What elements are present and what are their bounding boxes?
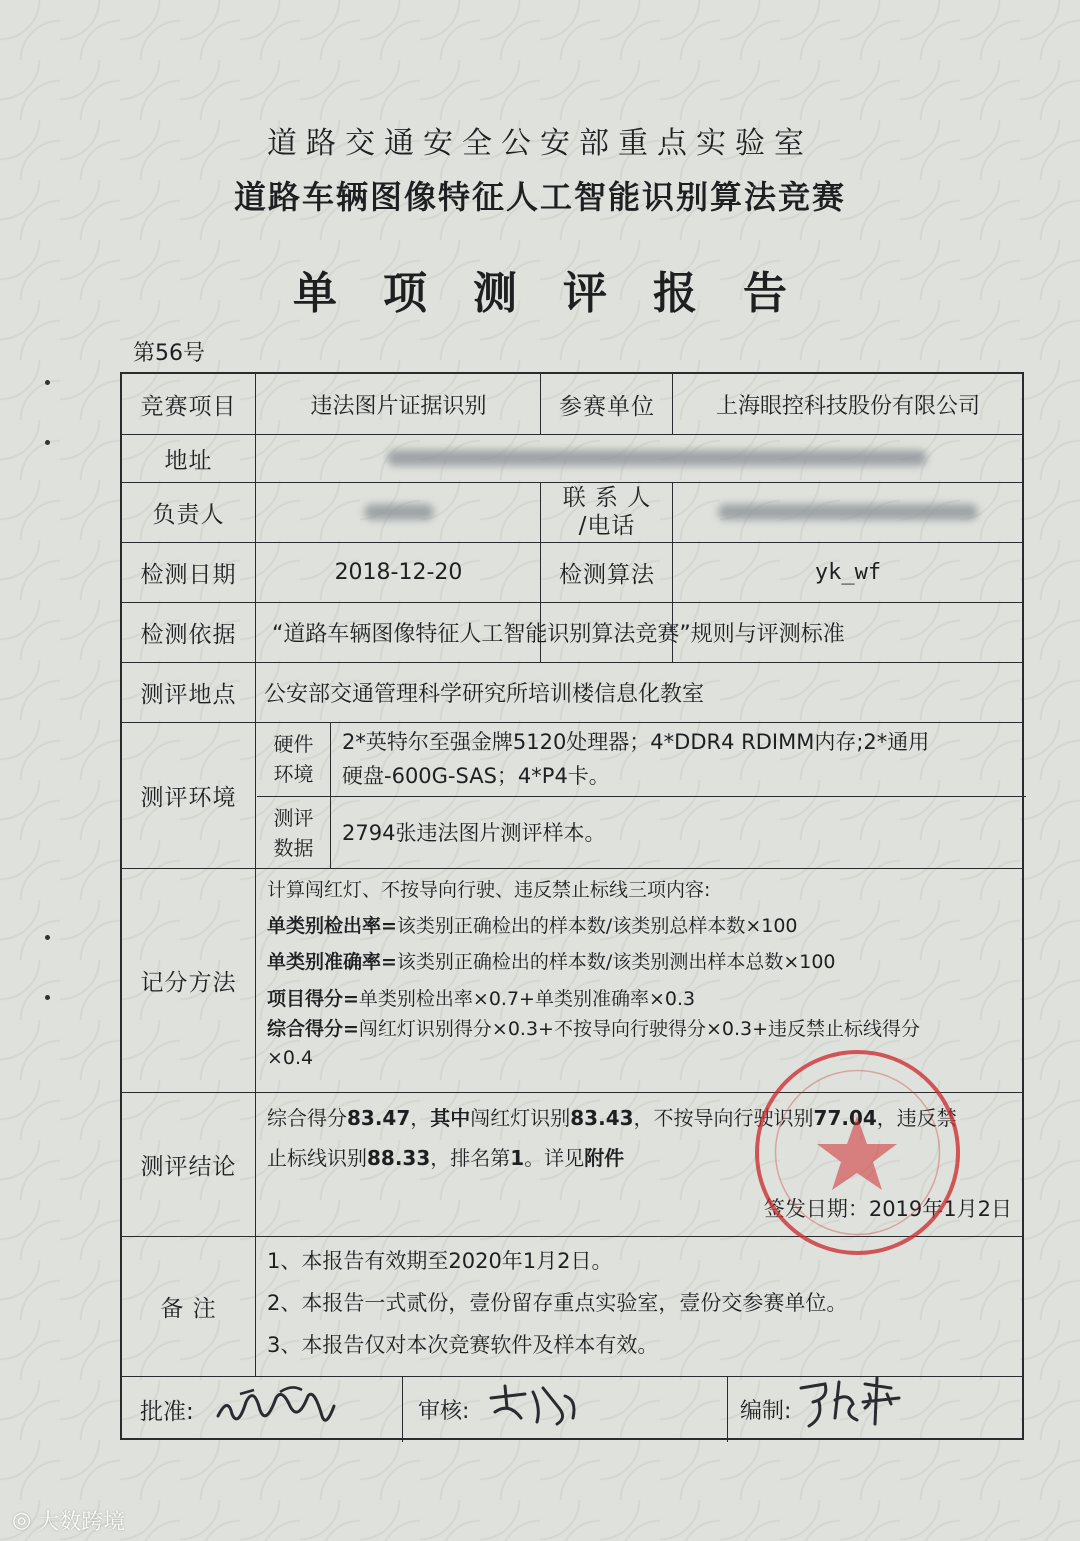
test-data-label: 测评 数据 xyxy=(273,806,314,860)
document-number: 第56号 xyxy=(133,341,205,366)
watermark: ◎ 大数跨境 xyxy=(12,1508,126,1535)
result-label: 测评结论 xyxy=(140,1153,237,1180)
reviewer-signature xyxy=(485,1378,585,1434)
punch-mark xyxy=(45,440,50,445)
unit-label: 参赛单位 xyxy=(559,393,655,420)
item-label: 竞赛项目 xyxy=(140,393,237,420)
formula-item-score: 项目得分=单类别检出率×0.7+单类别准确率×0.3 xyxy=(267,988,696,1010)
report-title: 单项测评报告 xyxy=(293,268,833,319)
algorithm-value: yk_wf xyxy=(814,559,882,585)
watermark-logo-icon: ◎ xyxy=(12,1508,32,1533)
date-label: 检测日期 xyxy=(140,561,237,588)
item-value: 违法图片证据识别 xyxy=(310,393,487,419)
unit-value: 上海眼控科技股份有限公司 xyxy=(715,393,980,419)
remark-2: 2、本报告一式贰份，壹份留存重点实验室，壹份交参赛单位。 xyxy=(267,1291,848,1315)
competition-title: 道路车辆图像特征人工智能识别算法竞赛 xyxy=(233,178,846,216)
address-label: 地址 xyxy=(164,447,213,474)
basis-label: 检测依据 xyxy=(140,621,237,648)
org-title: 道路交通安全公安部重点实验室 xyxy=(267,126,813,161)
remark-3: 3、本报告仅对本次竞赛软件及样本有效。 xyxy=(267,1333,659,1357)
punch-mark xyxy=(45,380,50,385)
algorithm-label: 检测算法 xyxy=(559,561,655,588)
date-value: 2018-12-20 xyxy=(334,559,463,585)
method-intro: 计算闯红灯、不按导向行驶、违反禁止标线三项内容: xyxy=(267,879,711,901)
formula-precision: 单类别准确率=该类别正确检出的样本数/该类别测出样本总数×100 xyxy=(267,951,836,973)
report-table xyxy=(120,372,1024,1440)
remarks-text xyxy=(267,1240,1022,1374)
formula-total-score: 综合得分=闯红灯识别得分×0.3+不按导向行驶得分×0.3+违反禁止标线得分 xyxy=(267,1018,921,1040)
issue-date: 签发日期：2019年1月2日 xyxy=(763,1197,1012,1221)
basis-value: “道路车辆图像特征人工智能识别算法竞赛”规则与评测标准 xyxy=(272,621,845,647)
test-data-value: 2794张违法图片测评样本。 xyxy=(342,821,606,845)
official-seal xyxy=(755,1050,960,1255)
hardware-label: 硬件 环境 xyxy=(273,732,314,786)
formula-total-score-cont: ×0.4 xyxy=(267,1047,314,1069)
review-label: 审核: xyxy=(418,1398,470,1424)
contact-label: 联 系 人 /电话 xyxy=(562,485,652,539)
contact-redacted xyxy=(674,482,1022,542)
environment-label: 测评环境 xyxy=(140,784,237,811)
result-text: 综合得分83.47，其中闯红灯识别83.43，不按导向行驶识别77.04，违反禁 止标线识别88.33，排名第1。详见附件 xyxy=(267,1106,957,1170)
punch-mark xyxy=(45,935,50,940)
manager-redacted xyxy=(257,482,540,542)
method-label: 记分方法 xyxy=(140,969,237,996)
approve-label: 批准: xyxy=(140,1398,194,1425)
place-value: 公安部交通管理科学研究所培训楼信息化教室 xyxy=(264,681,705,707)
manager-label: 负责人 xyxy=(152,501,225,528)
remarks-label: 备 注 xyxy=(160,1295,217,1322)
formula-detection-rate: 单类别检出率=该类别正确检出的样本数/该类别总样本数×100 xyxy=(267,915,798,937)
punch-mark xyxy=(45,995,50,1000)
approver-signature xyxy=(210,1376,340,1438)
address-redacted xyxy=(257,434,1022,482)
compiler-signature xyxy=(795,1374,905,1434)
compile-label: 编制: xyxy=(740,1398,792,1424)
hardware-value: 2*英特尔至强金牌5120处理器；4*DDR4 RDIMM内存;2*通用 硬盘-600G-SAS；4*P4卡。 xyxy=(342,730,930,788)
place-label: 测评地点 xyxy=(140,681,237,708)
remark-1: 1、本报告有效期至2020年1月2日。 xyxy=(267,1249,613,1273)
